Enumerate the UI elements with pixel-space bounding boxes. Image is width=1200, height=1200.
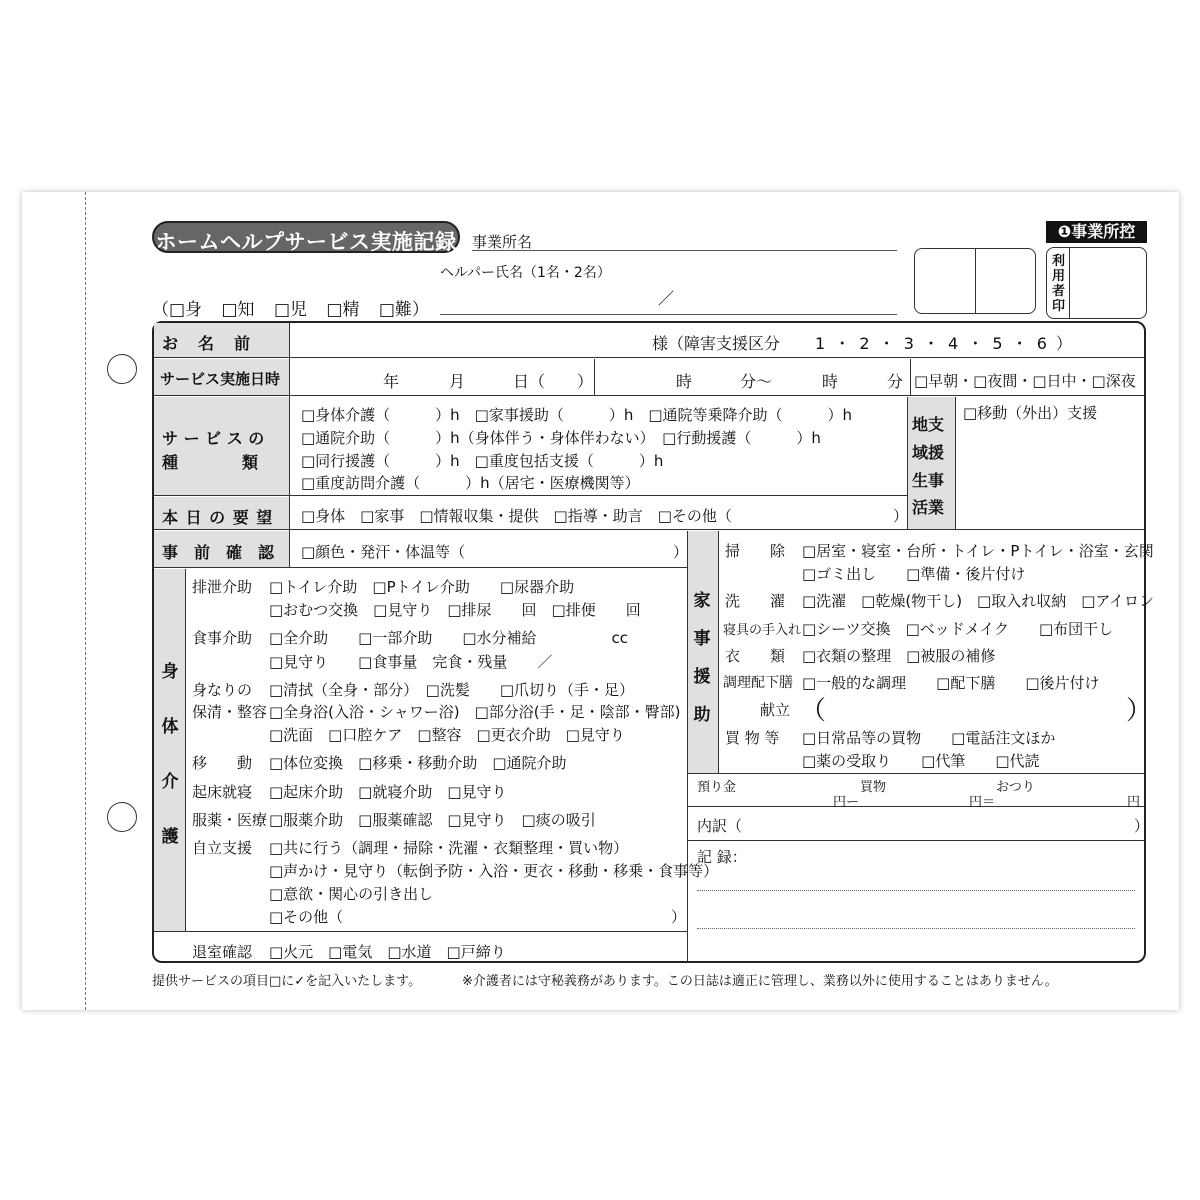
grooming-line-1[interactable]: □清拭（全身・部分） □洗髪 □爪切り（手・足） [269,681,635,699]
form-title [152,221,460,253]
yen-total: 円 [1127,795,1141,810]
excretion-line-1[interactable]: □トイレ介助 □Pトイレ介助 □尿器介助 [269,578,575,596]
name-field[interactable] [300,327,640,353]
change-amount-field[interactable] [1000,790,1120,805]
movement-label: 移 動 [192,754,253,772]
day-label: 日（ [513,372,546,391]
month-label: 月 [449,372,466,391]
office-name-line [472,250,897,251]
menu-close: ） [1126,696,1153,726]
minute-label: 分 [887,372,904,391]
community-label-2: 域援 [912,443,945,462]
record-notes-area[interactable] [697,866,1135,956]
menu-open: （ [800,696,827,726]
housework-label-4: 助 [693,705,711,725]
menu-label: 献立 [760,701,791,719]
community-label-1: 地支 [912,415,945,434]
user-seal-label: 利用者印 [1052,254,1066,314]
form-title-text: ホームヘルプサービス実施記録 [155,230,457,254]
footer-note-check: 提供サービスの項目□に✓を記入いたします。 [152,974,422,989]
grooming-label-1: 身なりの [192,681,253,699]
independence-close: ） [671,908,687,926]
footer-note-confidential: ※介護者には守秘義務があります。この日誌は適正に管理し、業務以外に使用することはありません。 [462,974,1058,989]
helper-slash: ／ [658,289,675,308]
category-physical[interactable]: □身 [169,300,203,320]
cooking-label: 調理配下膳 [723,675,793,691]
binder-hole-bottom [107,802,137,832]
medication-label: 服薬・医療 [192,811,268,829]
housework-label-3: 援 [693,667,711,687]
clothing-label: 衣 類 [725,647,786,665]
grooming-line-3[interactable]: □洗面 □口腔ケア □整容 □更衣介助 □見守り [269,726,625,744]
category-intractable[interactable]: □難 [378,300,412,320]
housework-label-2: 事 [693,629,711,649]
time-of-day-options[interactable]: □早朝・□夜間・□日中・□深夜 [914,372,1136,390]
name-suffix: 様（障害支援区分 [652,334,781,353]
meal-line-2[interactable]: □見守り □食事量 完食・残量 ／ [269,653,553,671]
sleep-line-1[interactable]: □起床介助 □就寝介助 □見守り [269,783,507,801]
exit-check-label: 退室確認 [192,943,253,961]
change-label: おつり [996,780,1035,795]
day-close: ） [577,372,594,391]
year-label: 年 [383,372,400,391]
cleaning-line-2[interactable]: □ゴミ出し □準備・後片付け [802,565,1026,583]
bedding-label: 寝具の手入れ [723,623,802,638]
service-type-line-1[interactable]: □身体介護（ ）h □家事援助（ ）h □通院等乗降介助（ ）h [301,406,853,424]
copy-badge: ❶事業所控 [1046,221,1147,243]
physical-care-label-4: 護 [161,827,179,847]
seal-boxes[interactable] [914,248,1036,314]
requests-options[interactable]: □身体 □家事 □情報収集・提供 □指導・助言 □その他（ [301,507,732,525]
support-grades[interactable]: 1 ・ 2 ・ 3 ・ 4 ・ 5 ・ 6 ） [815,334,1075,353]
physical-care-label-3: 介 [161,772,179,792]
breakdown-field[interactable] [750,812,1125,836]
cleaning-line-1[interactable]: □居室・寝室・台所・トイレ・Pトイレ・浴室・玄関 [802,542,1154,560]
community-label-3: 生事 [912,471,945,490]
record-label: 記 録： [697,848,747,866]
purchase-label: 買物 [860,780,887,795]
service-type-line-3[interactable]: □同行援護（ ）h □重度包括支援（ ）h [301,452,664,470]
meal-label: 食事介助 [192,629,253,647]
breakdown-close: ） [1134,817,1150,835]
hour-label: 時 [676,372,693,391]
category-close: ） [411,300,429,320]
office-name-label: 事業所名 [472,233,533,251]
physical-care-label-2: 体 [161,717,179,737]
cooking-line-1[interactable]: □一般的な調理 □配下膳 □後片付け [802,674,1100,692]
mobility-support-option[interactable]: □移動（外出）支援 [963,404,1098,422]
purchase-amount-field[interactable] [865,790,965,805]
cleaning-label: 掃 除 [725,542,786,560]
name-label: お 名 前 [162,334,253,353]
physical-care-label-1: 身 [161,662,179,682]
category-child[interactable]: □児 [273,300,307,320]
meal-line-1[interactable]: □全介助 □一部介助 □水分補給 cc [269,629,629,647]
pre-check-options[interactable]: □顔色・発汗・体温等（ [301,543,466,561]
independence-line-3[interactable]: □意欲・関心の引き出し [269,885,434,903]
independence-label: 自立支援 [192,839,253,857]
clothing-line-1[interactable]: □衣類の整理 □被服の補修 [802,647,996,665]
laundry-line-1[interactable]: □洗濯 □乾燥(物干し) □取入れ収納 □アイロン [802,592,1155,610]
shopping-line-2[interactable]: □薬の受取り □代筆 □代読 [802,752,1040,770]
shopping-line-1[interactable]: □日常品等の買物 □電話注文ほか [802,729,1056,747]
grooming-label-2: 保清・整容 [192,703,268,721]
independence-line-1[interactable]: □共に行う（調理・掃除・洗濯・衣類整理・買い物） [269,839,629,857]
sleep-label: 起床就寝 [192,783,253,801]
menu-field[interactable] [815,695,1120,721]
community-label-4: 活業 [912,498,945,517]
hour2-label: 時 [822,372,839,391]
binder-hole-top [107,354,137,384]
breakdown-label: 内訳（ [697,817,743,835]
category-intellectual[interactable]: □知 [221,300,255,320]
yen-minus: 円ー [833,795,860,810]
exit-check-options[interactable]: □火元 □電気 □水道 □戸締り [269,943,506,961]
deposit-amount-field[interactable] [700,790,825,805]
shopping-label: 買 物 等 [725,729,780,747]
service-type-line-2[interactable]: □通院介助（ ）h（身体伴う・身体伴わない） □行動援護（ ）h [301,429,821,447]
pre-check-close: ） [673,543,689,561]
service-type-line-4[interactable]: □重度訪問介護（ ）h（居宅・医療機関等） [301,474,640,492]
service-type-label-2: 種 類 [162,453,259,472]
pre-check-label: 事 前 確 認 [162,543,275,562]
service-type-label-1: サ ー ビ ス の [162,429,265,448]
movement-line-1[interactable]: □体位変換 □移乗・移動介助 □通院介助 [269,754,567,772]
requests-close: ） [893,507,909,525]
minute-from-label: 分〜 [740,372,773,391]
service-date-label: サービス実施日時 [160,370,281,388]
excretion-line-2[interactable]: □おむつ交換 □見守り □排尿 回 □排便 回 [269,601,641,619]
independence-line-2[interactable]: □声かけ・見守り（転倒予防・入浴・更衣・移動・移乗・食事等） [269,862,719,880]
excretion-label: 排泄介助 [192,578,253,596]
requests-label: 本 日 の 要 望 [162,508,274,527]
bedding-line-1[interactable]: □シーツ交換 □ベッドメイク □布団干し [802,620,1114,638]
category-open: （ [152,300,169,320]
category-mental[interactable]: □精 [326,300,360,320]
laundry-label: 洗 濯 [725,592,786,610]
deposit-label: 預り金 [697,780,737,795]
helper-name-line [440,314,897,315]
disability-category-group [152,295,429,320]
helper-name-label: ヘルパー氏名（1名・2名） [440,265,611,281]
yen-equals: 円＝ [969,795,996,810]
user-seal-box[interactable] [1046,247,1147,319]
grooming-line-2[interactable]: □全身浴(入浴・シャワー浴) □部分浴(手・足・陰部・臀部) [269,703,681,721]
independence-line-4[interactable]: □その他（ [269,908,344,926]
housework-label-1: 家 [693,591,711,611]
perforation-line [85,192,86,1010]
medication-line-1[interactable]: □服薬介助 □服薬確認 □見守り □痰の吸引 [269,811,596,829]
